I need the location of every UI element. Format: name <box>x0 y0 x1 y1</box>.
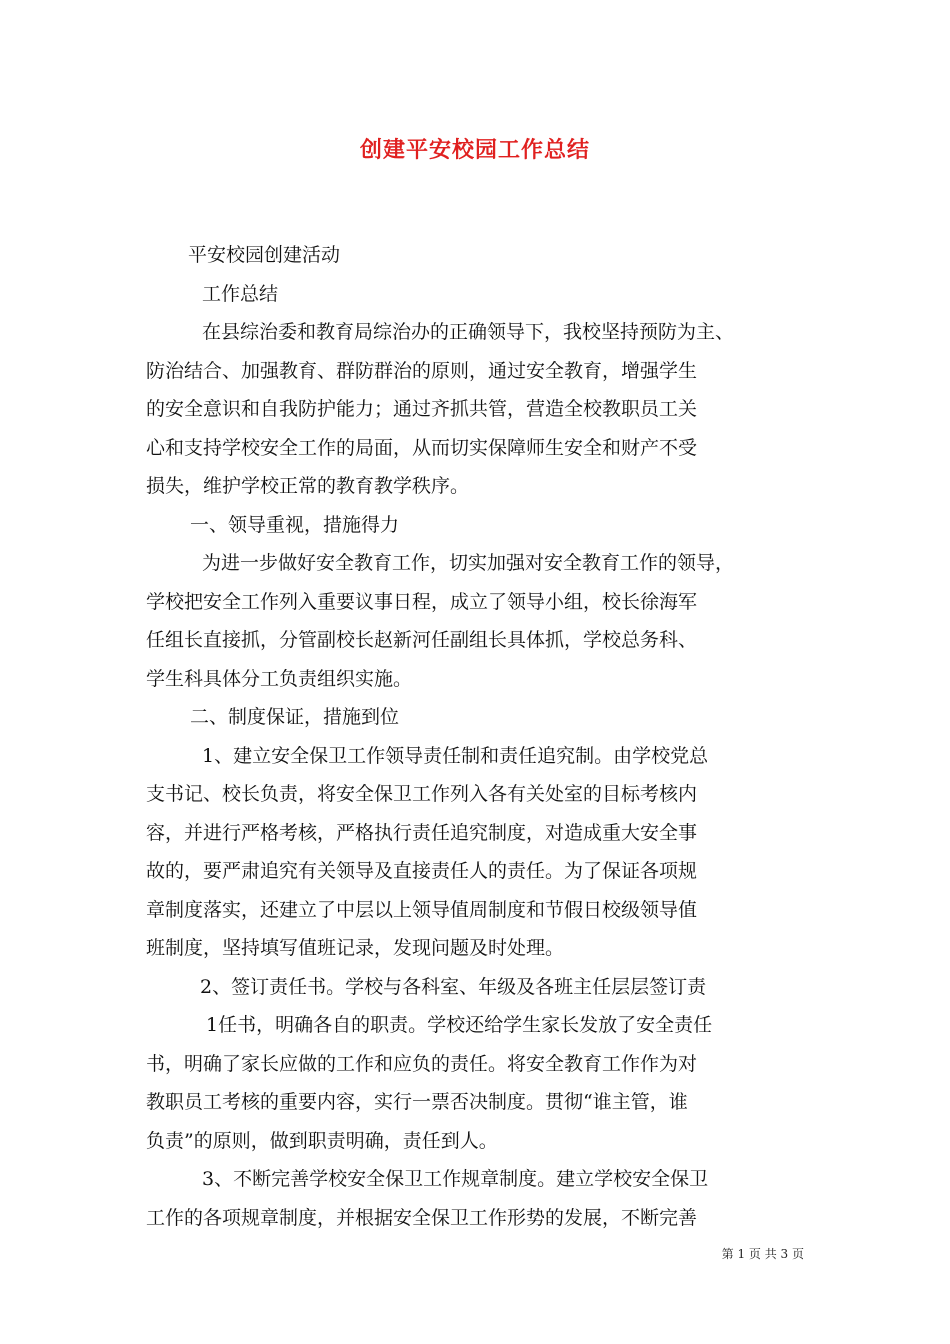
document-line: 故的，要严肃追究有关领导及直接责任人的责任。为了保证各项规 <box>146 860 698 882</box>
document-line: 1任书，明确各自的职责。学校还给学生家长发放了安全责任 <box>206 1014 713 1036</box>
document-line: 支书记、校长负责，将安全保卫工作列入各有关处室的目标考核内 <box>146 783 698 805</box>
document-line: 二、制度保证，措施到位 <box>190 706 400 728</box>
document-body <box>146 236 814 1237</box>
document-line: 平安校园创建活动 <box>188 244 341 266</box>
document-title: 创建平安校园工作总结 <box>359 137 590 163</box>
document-line: 的安全意识和自我防护能力；通过齐抓共管，营造全校教职员工关 <box>146 398 698 420</box>
document-line: 为进一步做好安全教育工作，切实加强对安全教育工作的领导， <box>202 552 735 574</box>
document-line: 书，明确了家长应做的工作和应负的责任。将安全教育工作作为对 <box>146 1052 698 1075</box>
document-line: 1、建立安全保卫工作领导责任制和责任追究制。由学校党总 <box>202 744 709 767</box>
page-number-footer: 第 1 页 共 3 页 <box>721 1247 804 1261</box>
document-line: 心和支持学校安全工作的局面，从而切实保障师生安全和财产不受 <box>146 436 698 459</box>
document-line: 一、领导重视，措施得力 <box>190 513 400 536</box>
document-line: 工作的各项规章制度，并根据安全保卫工作形势的发展，不断完善 <box>146 1206 698 1229</box>
document-line: 学校把安全工作列入重要议事日程，成立了领导小组，校长徐海军 <box>146 590 698 613</box>
document-line: 学生科具体分工负责组织实施。 <box>146 667 413 690</box>
document-line: 防治结合、加强教育、群防群治的原则，通过安全教育，增强学生 <box>146 359 698 382</box>
document-line: 3、不断完善学校安全保卫工作规章制度。建立学校安全保卫 <box>202 1168 709 1190</box>
document-line: 章制度落实，还建立了中层以上领导值周制度和节假日校级领导值 <box>146 898 698 921</box>
document-line: 容，并进行严格考核，严格执行责任追究制度，对造成重大安全事 <box>146 821 698 844</box>
document-line: 任组长直接抓，分管副校长赵新河任副组长具体抓，学校总务科、 <box>146 629 698 651</box>
document-line: 2、签订责任书。学校与各科室、年级及各班主任层层签订责 <box>200 975 707 998</box>
document-line: 教职员工考核的重要内容，实行一票否决制度。贯彻“谁主管，谁 <box>146 1091 688 1113</box>
document-line: 在县综治委和教育局综治办的正确领导下，我校坚持预防为主、 <box>202 321 735 343</box>
document-line: 班制度，坚持填写值班记录，发现问题及时处理。 <box>146 937 565 959</box>
document-line: 损失，维护学校正常的教育教学秩序。 <box>146 475 470 497</box>
document-line: 负责”的原则，做到职责明确，责任到人。 <box>146 1129 498 1152</box>
document-line: 工作总结 <box>202 282 279 305</box>
